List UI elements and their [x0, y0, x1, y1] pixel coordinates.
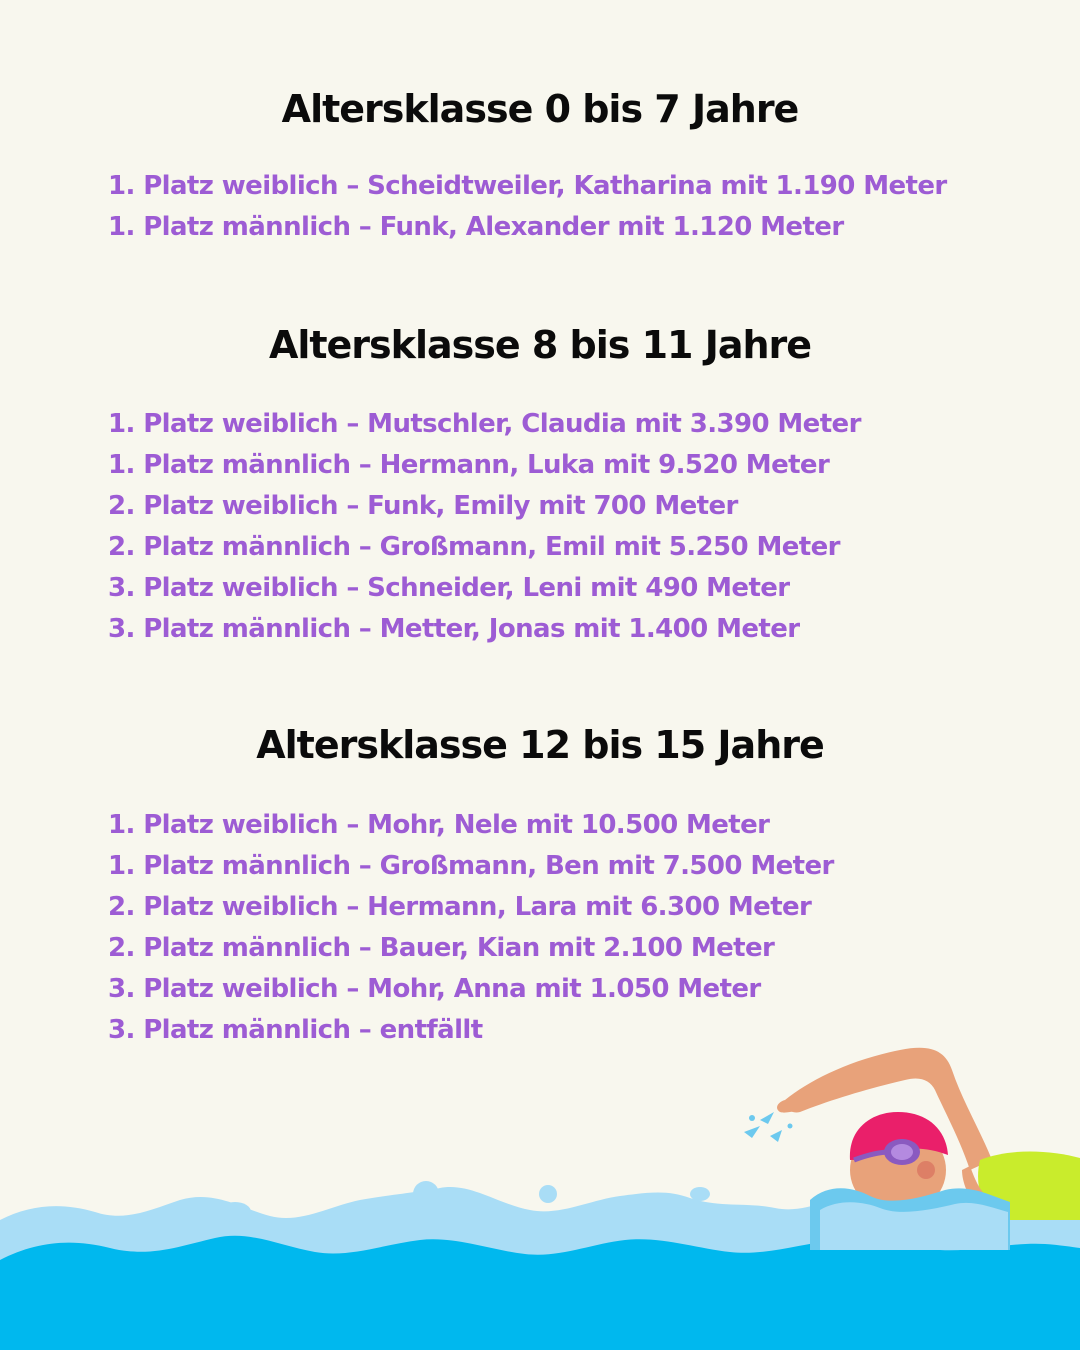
- result-item: 2. Platz weiblich – Funk, Emily mit 700 Meter: [108, 491, 738, 521]
- section-title-age-0-7: Altersklasse 0 bis 7 Jahre: [281, 87, 799, 131]
- results-list-age-12-15: [108, 805, 1048, 1051]
- results-list-age-8-11: [108, 404, 1048, 650]
- results-list-age-0-7: [108, 166, 1048, 248]
- result-item: 2. Platz männlich – Bauer, Kian mit 2.100 Meter: [108, 933, 775, 963]
- result-item: 2. Platz männlich – Großmann, Emil mit 5.250 Meter: [108, 532, 840, 562]
- result-item: 1. Platz weiblich – Mohr, Nele mit 10.500 Meter: [108, 810, 770, 840]
- result-item: 1. Platz männlich – Hermann, Luka mit 9.520 Meter: [108, 450, 830, 480]
- section-title-age-8-11: Altersklasse 8 bis 11 Jahre: [268, 323, 812, 367]
- result-item: 1. Platz männlich – Funk, Alexander mit 1.120 Meter: [108, 212, 844, 242]
- result-item: 1. Platz weiblich – Mutschler, Claudia mit 3.390 Meter: [108, 409, 861, 439]
- result-item: 3. Platz männlich – entfällt: [108, 1015, 483, 1045]
- result-item: 2. Platz weiblich – Hermann, Lara mit 6.300 Meter: [108, 892, 812, 922]
- result-item: 3. Platz weiblich – Mohr, Anna mit 1.050 Meter: [108, 974, 761, 1004]
- section-title-age-12-15: Altersklasse 12 bis 15 Jahre: [256, 723, 824, 767]
- swimmer-icon: [730, 1020, 1080, 1250]
- result-item: 1. Platz männlich – Großmann, Ben mit 7.500 Meter: [108, 851, 834, 881]
- result-item: 1. Platz weiblich – Scheidtweiler, Katharina mit 1.190 Meter: [108, 171, 947, 201]
- result-item: 3. Platz männlich – Metter, Jonas mit 1.400 Meter: [108, 614, 800, 644]
- result-item: 3. Platz weiblich – Schneider, Leni mit 490 Meter: [108, 573, 790, 603]
